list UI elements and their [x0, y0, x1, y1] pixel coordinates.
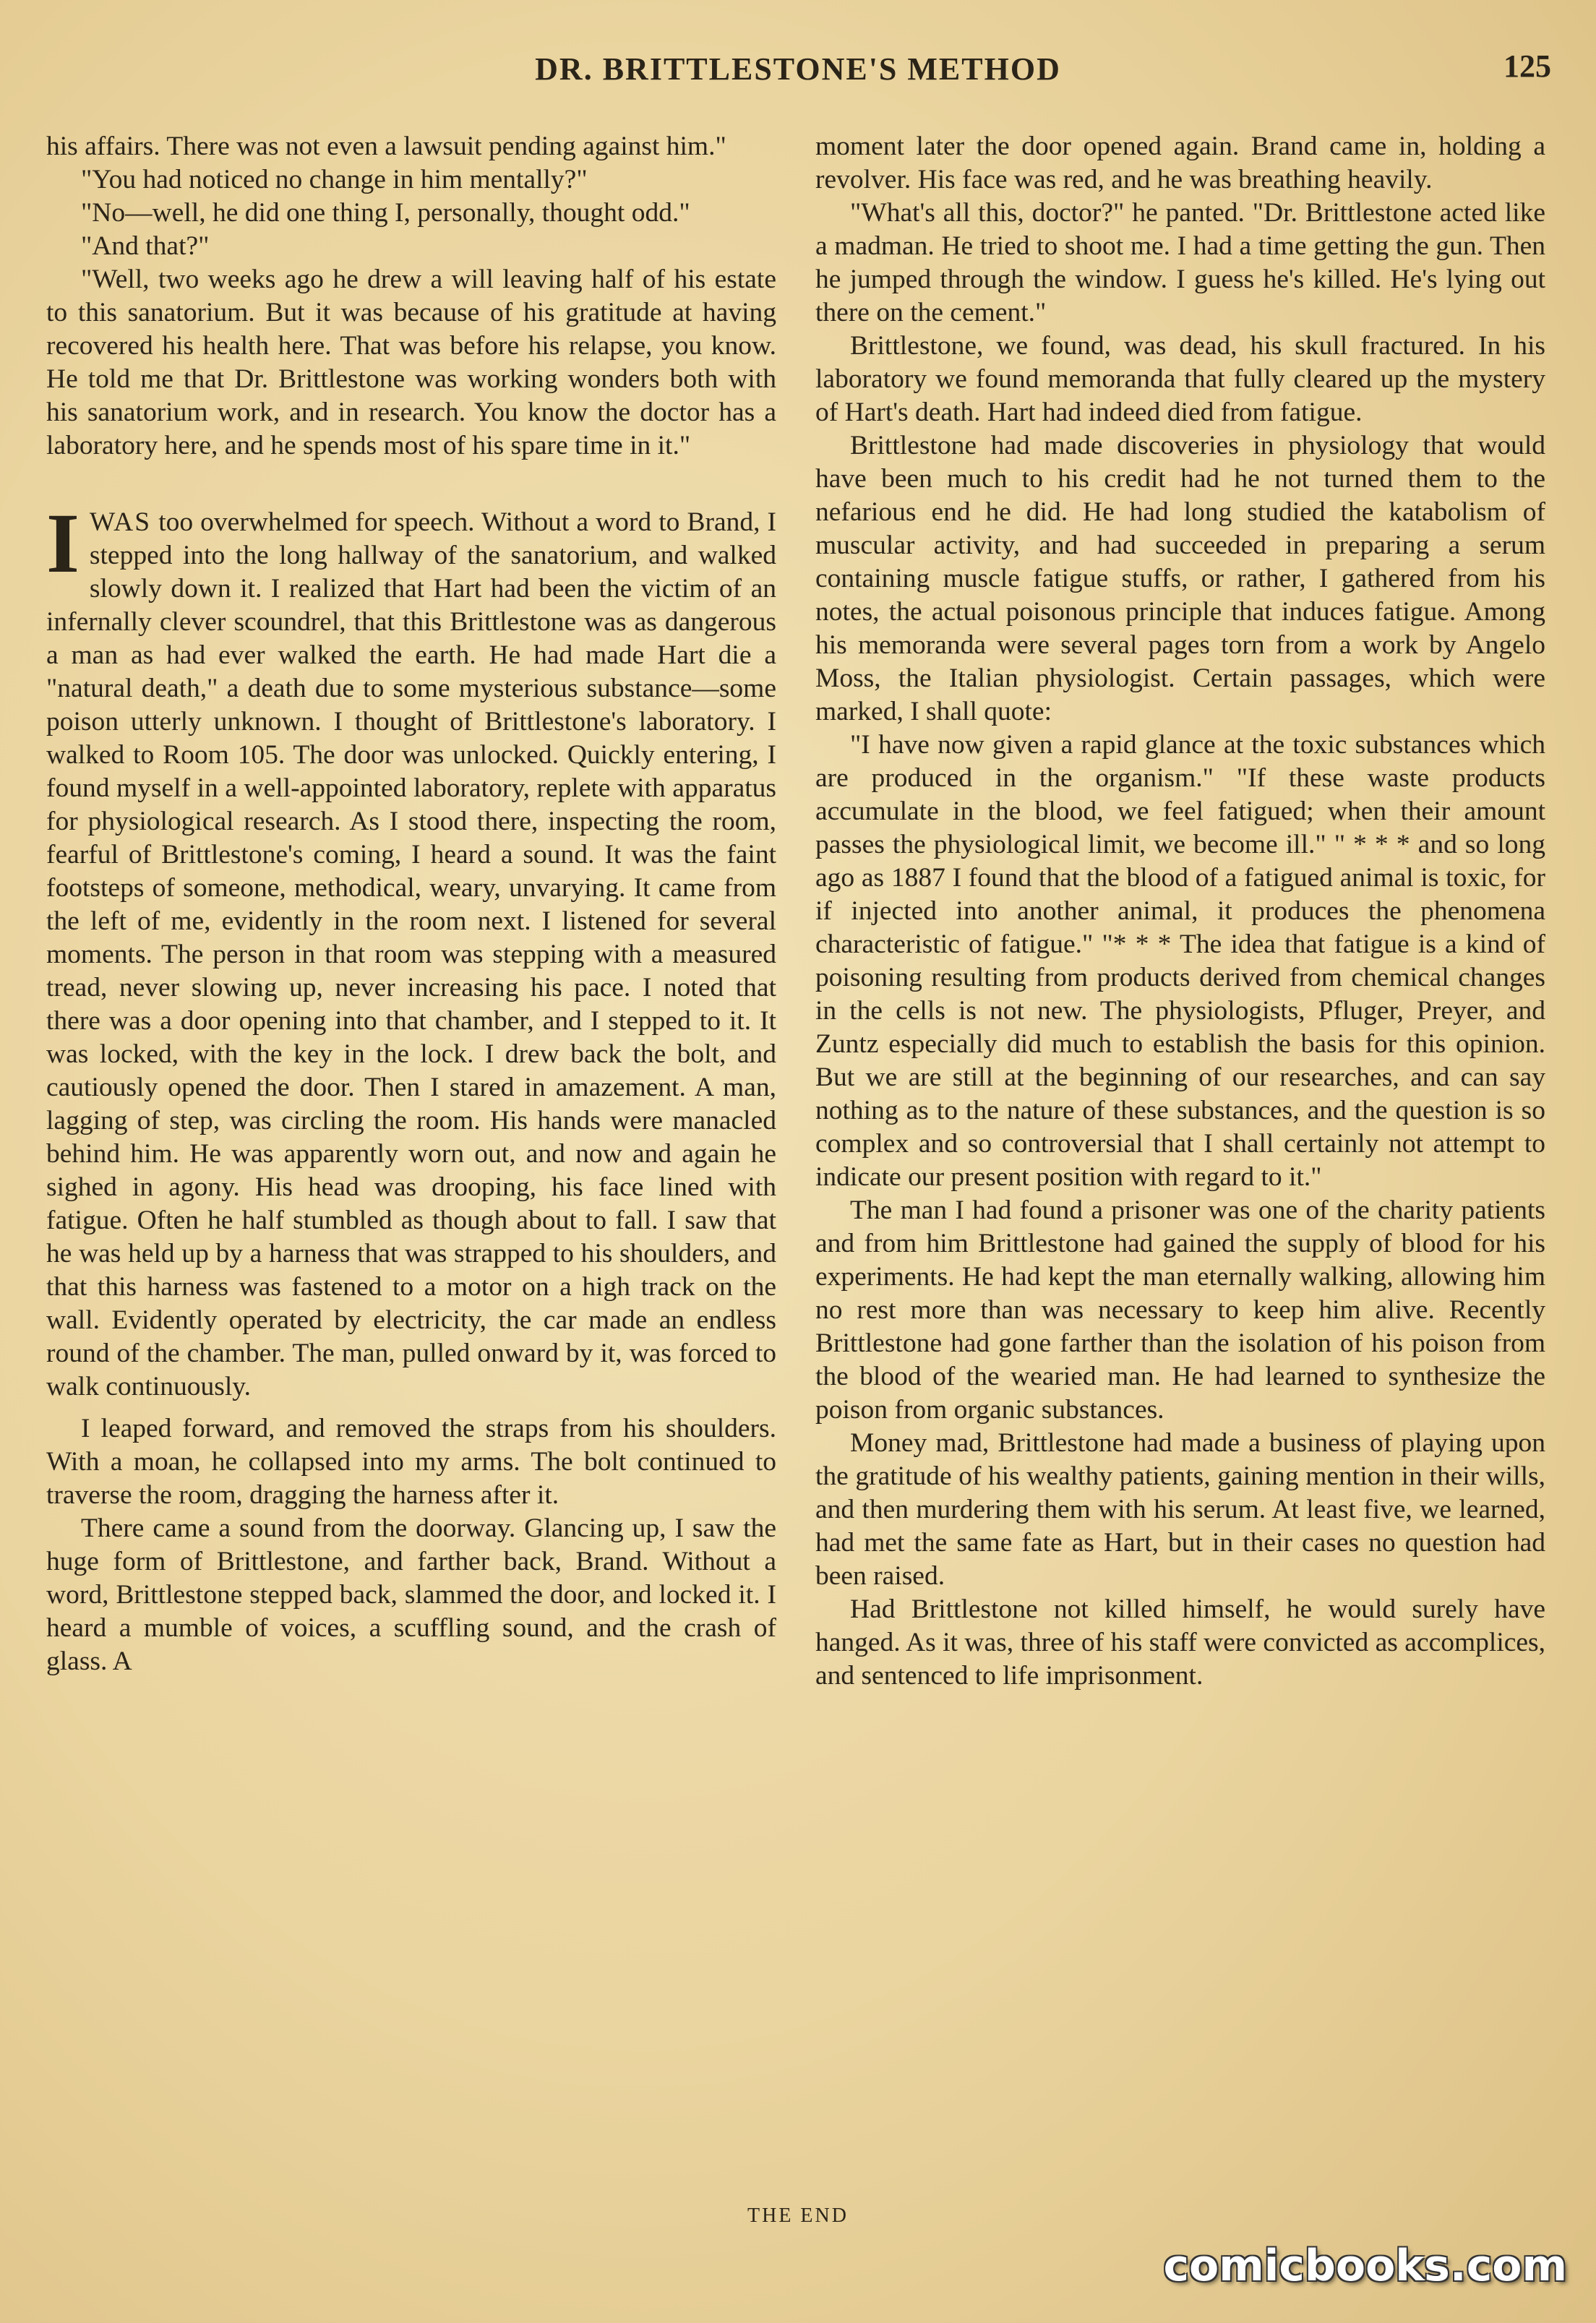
- lead-word: WAS: [89, 507, 152, 537]
- running-title: DR. BRITTLESTONE'S METHOD: [535, 51, 1061, 87]
- paragraph: The man I had found a prisoner was one of the charity patients and from him Brittlestone had gained the supply of blood for his experiments. He had kept the man eternally walking, allowing him no rest more than was necessary to keep him alive. Recently Brittlestone had gone farther than the isolation of his poison from the blood of the wearied man. He had learned to synthesize the poison from organic substances.: [815, 1195, 1545, 1425]
- section-break: [46, 463, 776, 506]
- drop-cap: I: [46, 496, 80, 591]
- paragraph: Had Brittlestone not killed himself, he would surely have hanged. As it was, three of his staff were convicted as accomplices, and sentenced to life imprisonment.: [815, 1594, 1545, 1691]
- watermark-logo: comicbooks.com: [1163, 2241, 1567, 2291]
- paragraph: "And that?": [81, 231, 210, 261]
- paragraph: Brittlestone had made discoveries in physiology that would have been much to his credit had he not turned them to the nefarious end he did. He had long studied the katabolism of muscular activity, and had succeeded in preparing a serum containing muscle fatigue stuffs, or rather, I gathered from his notes, the actual poisonous principle that induces fatigue. Among his memoranda were several pages torn from a work by Angelo Moss, the Italian physiologist. Certain passages, which were marked, I shall quote:: [815, 431, 1545, 726]
- left-column: [46, 130, 776, 1678]
- right-column: [815, 130, 1545, 1693]
- paragraph: "You had noticed no change in him mentally?": [81, 165, 588, 194]
- page-number: 125: [1503, 48, 1551, 84]
- paragraph: "No—well, he did one thing I, personally, thought odd.": [81, 198, 690, 228]
- page-header: [0, 48, 1596, 108]
- paragraph: "What's all this, doctor?" he panted. "Dr. Brittlestone acted like a madman. He tried to shoot me. I had a time getting the gun. Then he jumped through the window. I guess he's killed. He's lying out there on the cement.": [815, 198, 1545, 327]
- quote-paragraph: "I have now given a rapid glance at the toxic substances which are produced in the organism." "If these waste products accumulate in the blood, we feel fatigued; when their amount passes the physiological limit, we become ill." " * * * and so long ago as 1887 I found that the blood of a fatigued animal is toxic, for if injected into another animal, it produces the phenomena characteristic of fatigue." "* * * The idea that fatigue is a kind of poisoning resulting from products derived from chemical changes in the cells is not new. The physiologists, Pfluger, Preyer, and Zuntz especially did much to establish the basis for this opinion. But we are still at the beginning of our researches, and can say nothing as to the nature of these substances, and the question is so complex and so controversial that I shall certainly not attempt to indicate our present position with regard to it.": [815, 730, 1545, 1192]
- paragraph: I leaped forward, and removed the straps from his shoulders. With a moan, he collapsed into my arms. The bolt continued to traverse the room, dragging the harness after it.: [46, 1414, 776, 1510]
- paragraph: Brittlestone, we found, was dead, his skull fractured. In his laboratory we found memoranda that fully cleared up the mystery of Hart's death. Hart had indeed died from fatigue.: [815, 331, 1545, 427]
- paragraph: moment later the door opened again. Brand came in, holding a revolver. His face was red, and he was breathing heavily.: [815, 132, 1545, 194]
- paragraph: Money mad, Brittlestone had made a business of playing upon the gratitude of his wealthy patients, gaining mention in their wills, and then murdering them with his serum. At least five, we learned, had met the same fate as Hart, but in their cases no question had been raised.: [815, 1428, 1545, 1591]
- paragraph-body: too overwhelmed for speech. Without a word to Brand, I stepped into the long hallway of the sanatorium, and walked slowly down it. I realized that Hart had been the victim of an infernally clever scoundrel, that this Brittlestone was as dangerous a man as had ever walked the earth. He had made Hart die a "natural death," a death due to some mysterious substance—some poison utterly unknown. I thought of Brittlestone's laboratory. I walked to Room 105. The door was unlocked. Quickly entering, I found myself in a well-appointed laboratory, replete with apparatus for physiological research. As I stood there, inspecting the room, fearful of Brittlestone's coming, I heard a sound. It was the faint footsteps of someone, methodical, weary, unvarying. It came from the left of me, evidently in the room next. I listened for several moments. The person in that room was stepping with a measured tread, never slowing up, never increasing his pace. I noted that there was a door opening into that chamber, and I stepped to it. It was locked, with the key in the lock. I drew back the bolt, and cautiously opened the door. Then I stared in amazement. A man, lagging of step, was circling the room. His hands were manacled behind him. He was apparently worn out, and now and again he sighed in agony. His head was drooping, his face lined with fatigue. Often he half stumbled as though about to fall. I saw that he was held up by a harness that was strapped to his shoulders, and that this harness was fastened to a motor on a high track on the wall. Evidently operated by electricity, the car made an endless round of the chamber. The man, pulled onward by it, was forced to walk continuously.: [46, 507, 777, 1401]
- dropcap-paragraph: [46, 496, 777, 1404]
- paragraph: "Well, two weeks ago he drew a will leaving half of his estate to this sanatorium. But it was because of his gratitude at having recovered his health here. That was before his relapse, you know. He told me that Dr. Brittlestone was working wonders both with his sanatorium work, and in research. You know the doctor has a laboratory here, and he spends most of his spare time in it.": [46, 265, 776, 460]
- paragraph: his affairs. There was not even a lawsuit pending against him.": [46, 132, 726, 161]
- the-end: THE END: [747, 2204, 849, 2227]
- paragraph: There came a sound from the doorway. Glancing up, I saw the huge form of Brittlestone, and farther back, Brand. Without a word, Brittlestone stepped back, slammed the door, and locked it. I heard a mumble of voices, a scuffling sound, and the crash of glass. A: [46, 1513, 776, 1676]
